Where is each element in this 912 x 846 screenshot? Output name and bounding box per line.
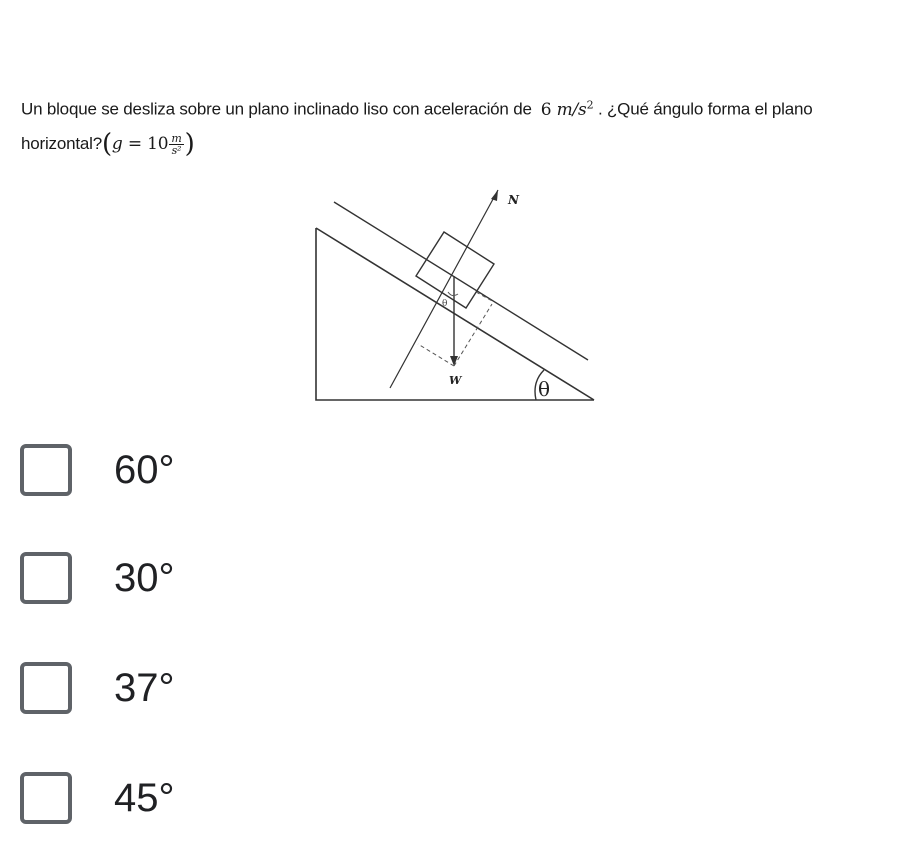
option-45[interactable] <box>20 767 175 829</box>
option-label: 45° <box>114 775 175 820</box>
small-angle-label: θ <box>442 299 448 309</box>
component-dashed-3 <box>476 292 494 302</box>
component-dashed-2 <box>454 304 492 366</box>
option-label: 60° <box>114 447 175 492</box>
weight-label: W <box>449 374 462 387</box>
acceleration-formula: 6 $m/s^2$ <box>540 98 594 120</box>
question-text-part2: . ¿Qué ángulo forma el plano horizontal? <box>21 99 813 153</box>
checkbox[interactable] <box>20 552 72 604</box>
gravity-formula: (g = 10 $\frac{m}{\text{s²}}$ ) <box>101 128 195 159</box>
option-60[interactable] <box>20 439 175 501</box>
option-30[interactable] <box>20 547 175 609</box>
incline-parallel-line <box>334 202 588 360</box>
option-37[interactable] <box>20 657 175 719</box>
question-image <box>0 0 912 420</box>
inclined-plane-diagram <box>300 180 610 410</box>
normal-arrowhead <box>491 190 498 201</box>
normal-label: N <box>508 193 519 207</box>
checkbox[interactable] <box>20 772 72 824</box>
base-angle-label: θ <box>538 377 551 401</box>
question-text <box>21 88 881 161</box>
small-angle-arc <box>448 292 458 296</box>
component-dashed-1 <box>418 344 454 366</box>
checkbox[interactable] <box>20 662 72 714</box>
normal-axis-line <box>390 190 498 388</box>
checkbox[interactable] <box>20 444 72 496</box>
gravity-fraction: $\frac{m}{\text{s²}}$ <box>171 131 182 157</box>
question-text-part1: Un bloque se desliza sobre un plano inclinado liso con aceleración de <box>21 99 532 119</box>
option-label: 30° <box>114 555 175 600</box>
option-label: 37° <box>114 665 175 710</box>
